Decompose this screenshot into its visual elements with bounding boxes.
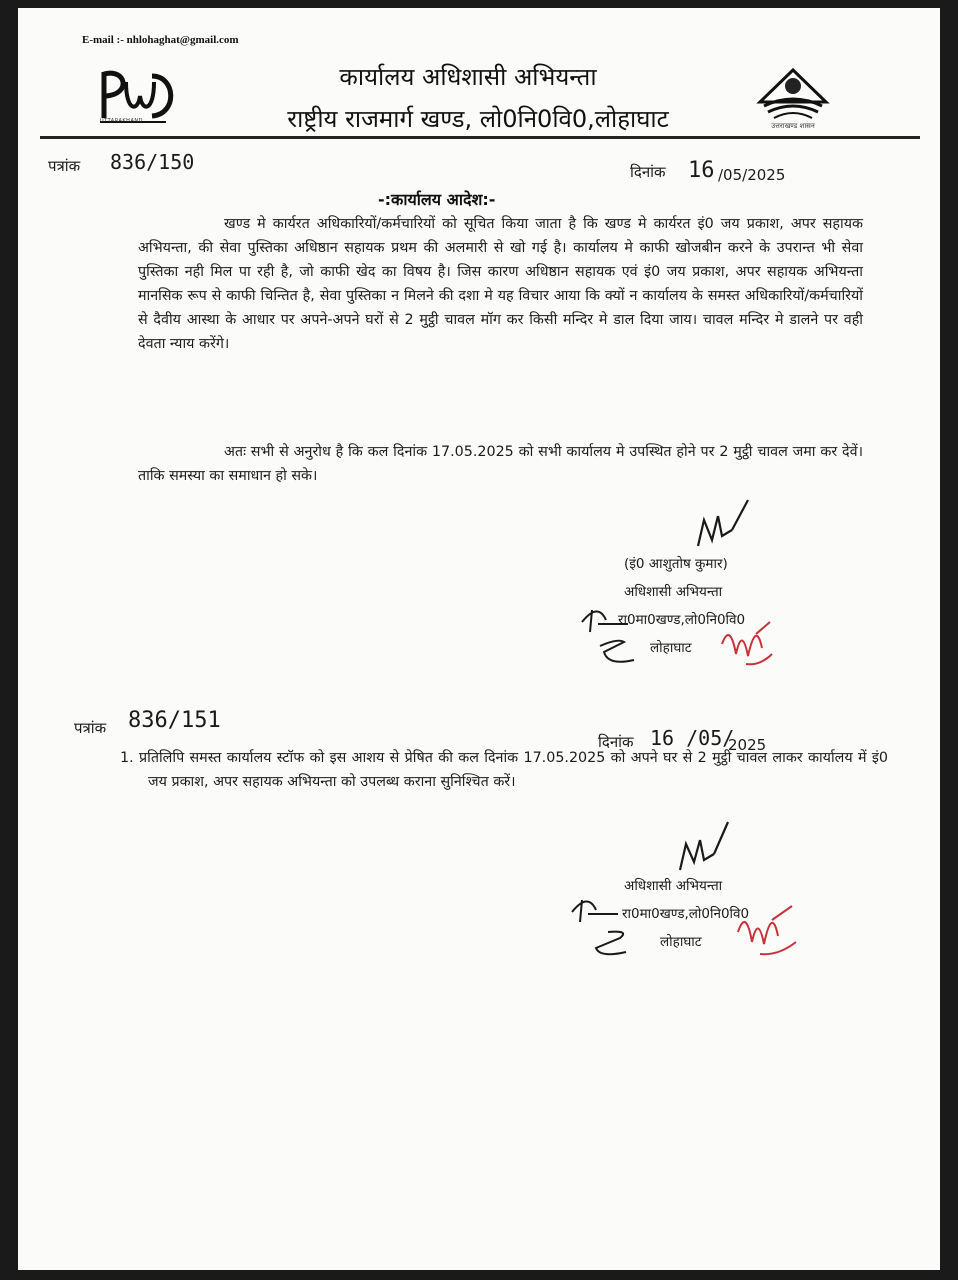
uttarakhand-emblem xyxy=(748,62,838,122)
officer-name: (इं0 आशुतोष कुमार) xyxy=(624,556,728,572)
copy-officer-office: रा0मा0खण्ड,लो0नि0वि0 xyxy=(622,906,750,922)
date-month-year: /05/2025 xyxy=(718,166,786,184)
order-paragraph-2: अतः सभी से अनुरोध है कि कल दिनांक 17.05.2025 को सभी कार्यालय मे उपस्थित होने पर 2 मुट्ठी चावल जमा कर देवें। ताकि समस्या का समाधान हो सके। xyxy=(138,444,863,484)
date-day-handwritten: 16 xyxy=(688,158,715,183)
office-subtitle: राष्ट्रीय राजमार्ग खण्ड, लो0नि0वि0,लोहाघाट xyxy=(287,105,669,133)
pwd-logo-subtitle: UTTARAKHAND xyxy=(100,118,143,124)
officer-office: रा0मा0खण्ड,लो0नि0वि0 xyxy=(618,612,746,628)
officer-designation: अधिशासी अभियन्ता xyxy=(624,584,723,600)
copy-item-1: 1. प्रतिलिपि समस्त कार्यालय स्टॉफ को इस आशय से प्रेषित की कल दिनांक 17.05.2025 को अपने घर से 2 मुट्ठी चावल लाकर कार्यालय में इं0 जय प्रकाश, अपर सहायक अभियन्ता को उपलब्ध कराना सुनिश्चित करें। xyxy=(120,750,888,790)
date-label: दिनांक xyxy=(630,163,666,181)
red-stamp-mark-1 xyxy=(716,614,776,674)
ref-number-handwritten: 836/150 xyxy=(110,150,195,174)
copy-date-year: 2025 xyxy=(728,736,767,754)
officer-place: लोहाघाट xyxy=(650,640,692,656)
copy-date-handwritten: 16 /05/ xyxy=(650,726,735,750)
initials-mark-2 xyxy=(568,892,628,962)
emblem-caption: उत्तराखण्ड शासन xyxy=(771,122,815,130)
header-divider xyxy=(40,136,920,139)
copy-ref-label: पत्रांक xyxy=(74,719,107,737)
email-address: E-mail :- nhlohaghat@gmail.com xyxy=(82,34,239,46)
office-title: कार्यालय अधिशासी अभियन्ता xyxy=(339,63,597,91)
pwd-logo xyxy=(96,66,176,126)
red-stamp-mark-2 xyxy=(732,896,802,966)
ref-label: पत्रांक xyxy=(48,157,81,175)
copy-ref-number-handwritten: 836/151 xyxy=(128,708,221,733)
copy-officer-place: लोहाघाट xyxy=(660,934,702,950)
copy-date-label: दिनांक xyxy=(598,733,634,751)
order-title: -:कार्यालय आदेश:- xyxy=(378,190,496,209)
order-paragraph-1: खण्ड मे कार्यरत अधिकारियों/कर्मचारियों को सूचित किया जाता है कि खण्ड मे कार्यरत इं0 जय प्रकाश, अपर सहायक अभियन्ता, की सेवा पुस्तिका अधिष्ठान सहायक प्रथम की अलमारी से खो गई है। कार्यालय मे काफी खोजबीन करने के उपरान्त भी सेवा पुस्तिका नही मिल पा रही है, जो काफी खेद का विषय है। जिस कारण अधिष्ठान सहायक एवं इं0 जय प्रकाश, अपर सहायक अभियन्ता मानसिक रूप से काफी चिन्तित है, सेवा पुस्तिका न मिलने की दशा मे यह विचार आया कि क्यों न कार्यालय के समस्त अधिकारियों/कर्मचारियों से दैवीय आस्था के आधार पर अपने-अपने घरों से 2 मुट्ठी चावल मॉग कर किसी मन्दिर मे डाल दिया जाय। चावल मन्दिर मे डालने पर वही देवता न्याय करेंगे। xyxy=(138,216,863,352)
letter-page xyxy=(18,8,940,1270)
copy-officer-designation: अधिशासी अभियन्ता xyxy=(624,878,723,894)
initials-mark-1 xyxy=(578,602,638,672)
